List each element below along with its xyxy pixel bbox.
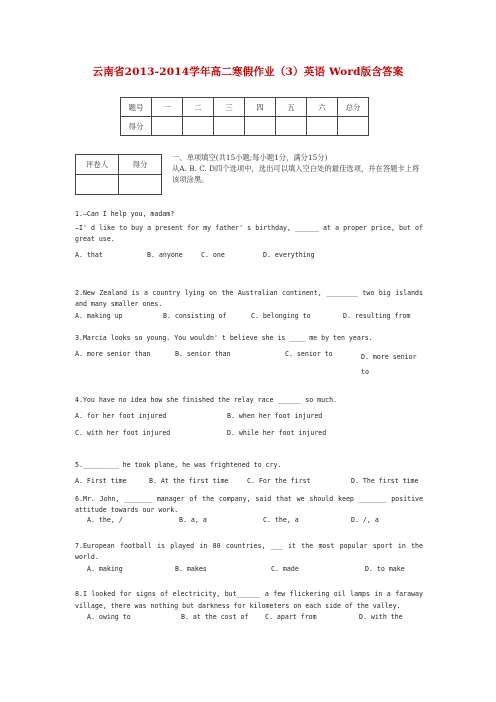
option-b: B. At the first time <box>149 477 229 485</box>
score-header-cell: 一 <box>152 98 183 117</box>
option-b: B. consisting of <box>163 312 227 320</box>
option-c: C. the, a <box>263 516 299 524</box>
question-3 <box>75 334 423 380</box>
question-stem: 8.I looked for signs of electricity, but______ a few flickering oil lamps in a faraway village, there was nothing but darkness for kilometers on each side of the valley. <box>75 590 423 610</box>
option-b: B. senior than <box>175 350 231 358</box>
score-cell <box>183 117 214 136</box>
option-row <box>75 350 423 380</box>
option-a: A. making up <box>75 312 123 320</box>
option-row <box>75 516 423 524</box>
option-a: A. owing to <box>87 613 131 621</box>
grader-score-label: 得分 <box>119 155 162 175</box>
option-b: B. a, a <box>179 516 207 524</box>
option-a: A. that <box>75 251 103 259</box>
question-stem: 3.Marcia looks so young. You wouldn' t believe she is ____ me by ten years. <box>75 334 373 342</box>
grader-table <box>75 154 162 195</box>
score-header-cell: 二 <box>183 98 214 117</box>
grader-label: 评卷人 <box>76 155 119 175</box>
question-stem: 1.—Can I help you, madam? <box>75 210 175 218</box>
question-stem: 2.New Zealand is a country lying on the Australian continent, ________ two big islands and many smaller ones. <box>75 289 423 308</box>
question-stem: 6.Mr. John, _______ manager of the company, said that we should keep _______ positive attitude towards our work. <box>75 495 423 514</box>
option-a: A. for her foot injured <box>75 412 167 420</box>
question-stem: 7.European football is played in 80 countries, ___ it the most popular sport in the world. <box>75 542 423 561</box>
option-d: D. /, a <box>351 516 379 524</box>
option-b: B. makes <box>175 565 207 573</box>
option-d: D. resulting from <box>343 312 411 320</box>
question-4 <box>75 396 423 437</box>
option-row <box>75 429 423 437</box>
score-cell <box>307 117 338 136</box>
option-c: C. one <box>201 251 225 259</box>
option-d: D. with the <box>359 613 403 621</box>
score-header-cell: 六 <box>307 98 338 117</box>
score-cell <box>338 117 369 136</box>
grader-cell <box>76 175 119 195</box>
option-d: D. everything <box>263 251 315 259</box>
option-row <box>75 412 423 420</box>
question-6 <box>75 494 423 524</box>
section-instruction: 从A. B. C. D四个选项中，选出可以填入空白处的最佳选项，并在答题卡上将该项涂黑。 <box>172 164 420 184</box>
score-cell <box>276 117 307 136</box>
score-table-score-row <box>121 117 369 136</box>
question-stem: 5._________ he took plane, he was frightened to cry. <box>75 461 282 469</box>
option-a: A. more senior than <box>75 350 151 358</box>
question-1 <box>75 210 423 259</box>
score-header-cell: 三 <box>214 98 245 117</box>
option-c: C. senior to <box>285 350 333 358</box>
score-header-cell: 五 <box>276 98 307 117</box>
option-d: D. while her foot injured <box>227 429 327 437</box>
score-header-cell: 四 <box>245 98 276 117</box>
option-a: A. making <box>87 565 123 573</box>
question-8 <box>75 588 423 621</box>
option-c: C. made <box>271 565 299 573</box>
option-row <box>75 251 423 259</box>
grader-score-cell <box>119 175 162 195</box>
score-header-cell: 题号 <box>121 98 152 117</box>
document-title: 云南省2013-2014学年高二寒假作业（3）英语 Word版含答案 <box>92 66 404 78</box>
option-row <box>75 565 423 573</box>
section-heading: 一、单项填空(共15小题;每小题1分，满分15分) <box>172 153 328 162</box>
option-row <box>75 477 423 485</box>
score-table <box>120 97 369 136</box>
option-d: D. more senior to <box>361 353 417 376</box>
question-7 <box>75 541 423 573</box>
score-cell <box>214 117 245 136</box>
score-row-label: 得分 <box>121 117 152 136</box>
option-a: A. the, / <box>87 516 123 524</box>
option-b: B. anyone <box>147 251 183 259</box>
question-2 <box>75 288 423 320</box>
option-b: B. when her foot injured <box>227 412 323 420</box>
option-d: D. to make <box>365 565 405 573</box>
question-stem: —I' d like to buy a present for my father' s birthday, ______ at a proper price, but of great use. <box>75 224 423 243</box>
option-c: C. belonging to <box>251 312 311 320</box>
option-row <box>75 613 423 621</box>
option-b: B. at the cost of <box>181 613 249 621</box>
score-header-cell: 总分 <box>338 98 369 117</box>
option-c: C. apart from <box>265 613 317 621</box>
option-a: A. First time <box>75 477 127 485</box>
option-c: C. For the first <box>247 477 311 485</box>
option-row <box>75 312 423 320</box>
score-table-header-row <box>121 98 369 117</box>
question-stem: 4.You have no idea how she finished the relay race ______ so much. <box>75 396 338 404</box>
question-5 <box>75 461 423 485</box>
score-cell <box>245 117 276 136</box>
score-cell <box>152 117 183 136</box>
option-d: D. The first time <box>351 477 419 485</box>
option-c: C. with her foot injured <box>75 429 171 437</box>
section-header <box>172 152 424 185</box>
